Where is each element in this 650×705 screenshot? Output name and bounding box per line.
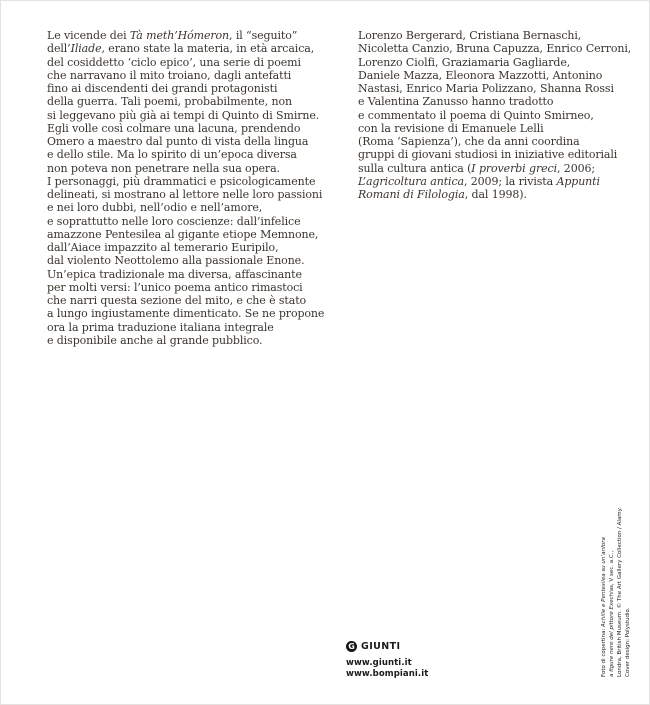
text-line: Omero a maestro dal punto di vista della lingua bbox=[47, 135, 309, 148]
text-line: dal violento Neottolemo alla passionale Enone. bbox=[47, 254, 305, 268]
photo-credits-text bbox=[601, 499, 637, 677]
text-line: e commentato il poema di Quinto Smirneo, bbox=[358, 108, 594, 122]
publisher-name: GIUNTI bbox=[361, 640, 401, 652]
text-line: si leggevano più già ai tempi di Quinto di Smirne. bbox=[47, 108, 320, 122]
publisher-urls bbox=[346, 658, 428, 680]
text-line: L’agricoltura antica, 2009; la rivista Appunti bbox=[358, 174, 600, 188]
publisher-brand-row bbox=[346, 640, 428, 652]
text-line: Egli volle così colmare una lacuna, prendendo bbox=[47, 121, 301, 135]
text-line: non poteva non penetrare nella sua opera. bbox=[47, 161, 280, 175]
giunti-logo-icon: G bbox=[346, 641, 357, 652]
text-line: Le vicende dei Tà meth’Hómeron, il “seguito” bbox=[47, 29, 298, 42]
text-line: per molti versi: l’unico poema antico rimastoci bbox=[47, 280, 303, 294]
text-line: Romani di Filologia, dal 1998). bbox=[358, 188, 527, 201]
right-column-text bbox=[358, 29, 646, 201]
text-line: a lungo ingiustamente dimenticato. Se ne propone bbox=[47, 307, 325, 321]
text-line: Foto di copertina: Achille e Pentesilea su un’anfora bbox=[601, 537, 607, 677]
text-line: delineati, si mostrano al lettore nelle loro passioni bbox=[47, 188, 323, 201]
text-line: e soprattutto nelle loro coscienze: dall’infelice bbox=[47, 214, 301, 228]
text-line: Londra, British Museum. © The Art Gallery Collection / Alamy. bbox=[616, 507, 623, 677]
text-line: ora la prima traduzione italiana integrale bbox=[47, 320, 274, 334]
text-line: I personaggi, più drammatici e psicologicamente bbox=[47, 174, 316, 188]
text-line: (Roma ‘Sapienza’), che da anni coordina bbox=[358, 135, 580, 148]
url-bompiani: www.bompiani.it bbox=[346, 669, 429, 679]
text-line: e disponibile anche al grande pubblico. bbox=[47, 333, 263, 347]
text-line: amazzone Pentesilea al gigante etiope Memnone, bbox=[47, 227, 319, 241]
text-line: della guerra. Tali poemi, probabilmente, non bbox=[47, 95, 292, 109]
text-line: e dello stile. Ma lo spirito di un’epoca diversa bbox=[47, 148, 297, 162]
text-line: dell’Iliade, erano state la materia, in età arcaica, bbox=[47, 42, 315, 56]
text-line: che narravano il mito troiano, dagli antefatti bbox=[47, 68, 292, 82]
text-line: Lorenzo Bergerard, Cristiana Bernaschi, bbox=[358, 29, 582, 42]
text-line: che narri questa sezione del mito, e che è stato bbox=[47, 294, 307, 307]
photo-credits-strip bbox=[601, 499, 637, 677]
text-line: Nastasi, Enrico Maria Polizzano, Shanna Rossi bbox=[358, 82, 614, 95]
text-line: del cosiddetto ‘ciclo epico’, una serie di poemi bbox=[47, 55, 301, 69]
publisher-block bbox=[346, 640, 428, 680]
text-line: e nei loro dubbi, nell’odio e nell’amore, bbox=[47, 201, 263, 215]
text-line: e Valentina Zanusso hanno tradotto bbox=[358, 95, 554, 109]
text-line: Nicoletta Canzio, Bruna Capuzza, Enrico Cerroni, bbox=[358, 42, 632, 56]
text-line: gruppi di giovani studiosi in iniziative editoriali bbox=[358, 148, 618, 162]
text-line: Lorenzo Ciolfi, Graziamaria Gagliarde, bbox=[358, 55, 571, 69]
text-line: a figure nere del pittore Exechias, V sec. a.C., bbox=[608, 550, 615, 677]
text-line: Daniele Mazza, Eleonora Mazzotti, Antonino bbox=[358, 68, 603, 82]
text-line: sulla cultura antica (I proverbi greci, 2006; bbox=[358, 161, 595, 175]
text-line: dall’Aiace impazzito al temerario Euripilo, bbox=[47, 241, 279, 254]
left-column-text bbox=[47, 29, 347, 347]
url-giunti: www.giunti.it bbox=[346, 658, 412, 668]
text-line: con la revisione di Emanuele Lelli bbox=[358, 121, 544, 135]
text-line: fino ai discendenti dei grandi protagonisti bbox=[47, 82, 278, 95]
text-line: Cover design: Polystudio. bbox=[624, 607, 631, 677]
text-line: Un’epica tradizionale ma diversa, affascinante bbox=[47, 267, 302, 281]
